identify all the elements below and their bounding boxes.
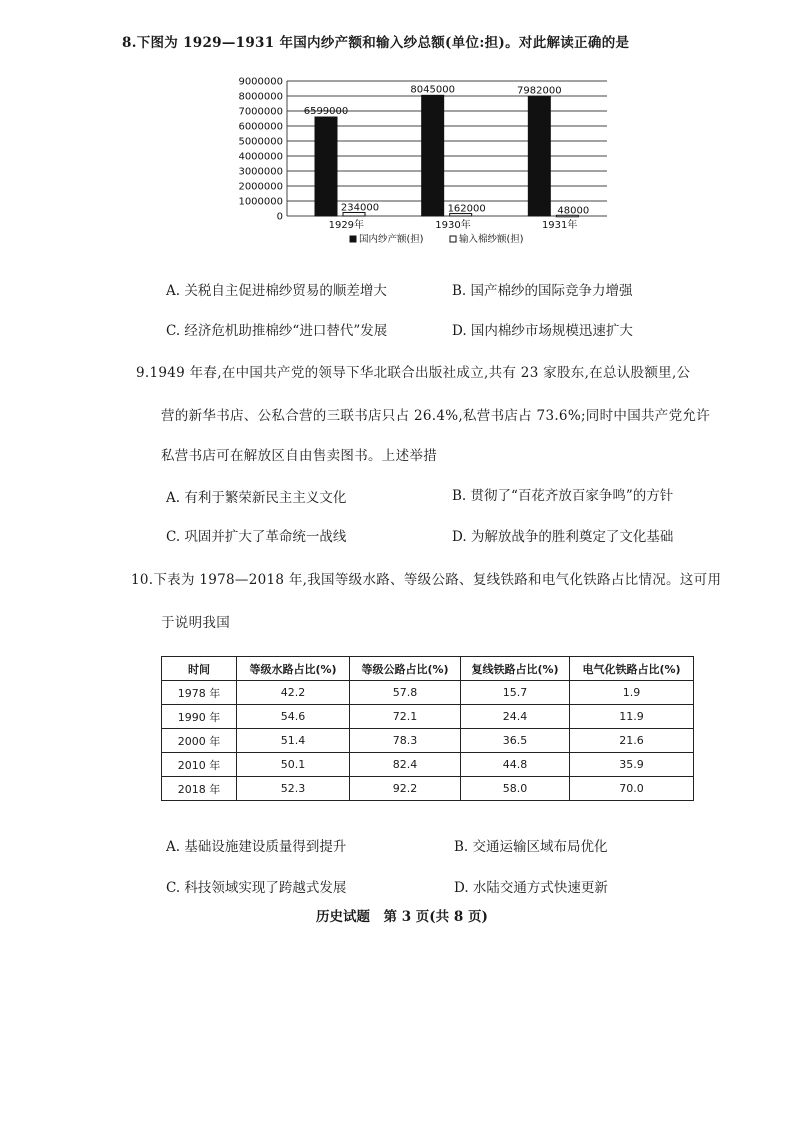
- table-cell: 1978 年: [162, 681, 237, 705]
- table-cell: 21.6: [570, 729, 694, 753]
- legend-swatch: [450, 236, 456, 242]
- data-label: 8045000: [410, 84, 455, 96]
- x-tick-label: 1931年: [541, 220, 578, 231]
- y-tick-label: 6000000: [238, 121, 283, 133]
- table-cell: 72.1: [350, 705, 461, 729]
- table-cell: 15.7: [461, 681, 570, 705]
- x-tick-label: 1929年: [328, 220, 365, 231]
- y-tick-label: 9000000: [238, 76, 283, 88]
- y-tick-label: 3000000: [238, 166, 283, 178]
- table-cell: 92.2: [350, 777, 461, 801]
- q10-option-c[interactable]: C. 科技领域实现了跨越式发展: [166, 880, 347, 896]
- q9-option-b[interactable]: B. 贯彻了“百花齐放百家争鸣”的方针: [452, 488, 674, 504]
- table-header-cell: 等级公路占比(%): [350, 657, 461, 681]
- table-cell: 44.8: [461, 753, 570, 777]
- q10-option-a[interactable]: A. 基础设施建设质量得到提升: [166, 839, 347, 855]
- question-10-line-2: 于说明我国: [161, 615, 230, 631]
- bar-domestic: [315, 117, 337, 216]
- table-header-cell: 电气化铁路占比(%): [570, 657, 694, 681]
- bar-domestic: [528, 96, 550, 216]
- table-cell: 50.1: [237, 753, 350, 777]
- legend-swatch: [350, 236, 356, 242]
- q9-option-c[interactable]: C. 巩固并扩大了革命统一战线: [166, 529, 347, 545]
- question-8-stem: 8.下图为 1929—1931 年国内纱产额和输入纱总额(单位:担)。对此解读正确的是: [122, 35, 630, 51]
- table-cell: 58.0: [461, 777, 570, 801]
- question-9-line-3: 私营书店可在解放区自由售卖图书。上述举措: [161, 448, 437, 464]
- table-cell: 70.0: [570, 777, 694, 801]
- x-tick-label: 1930年: [435, 220, 471, 231]
- y-tick-label: 1000000: [238, 196, 283, 208]
- q10-option-d[interactable]: D. 水陆交通方式快速更新: [454, 880, 608, 896]
- table-cell: 57.8: [350, 681, 461, 705]
- y-tick-label: 7000000: [238, 106, 283, 118]
- table-cell: 51.4: [237, 729, 350, 753]
- q10-option-b[interactable]: B. 交通运输区域布局优化: [454, 839, 608, 855]
- q8-option-a[interactable]: A. 关税自主促进棉纱贸易的顺差增大: [166, 283, 387, 299]
- data-label: 162000: [447, 203, 486, 215]
- table-cell: 2010 年: [162, 753, 237, 777]
- table-header-cell: 时间: [162, 657, 237, 681]
- table-row: [162, 705, 694, 729]
- legend-label: 国内纱产额(担): [359, 234, 424, 245]
- y-tick-label: 5000000: [238, 136, 283, 148]
- table-cell: 2018 年: [162, 777, 237, 801]
- table-cell: 54.6: [237, 705, 350, 729]
- legend-label: 输入棉纱额(担): [459, 234, 524, 245]
- cotton-yarn-bar-chart: [232, 66, 632, 246]
- table-cell: 35.9: [570, 753, 694, 777]
- y-tick-label: 4000000: [238, 151, 283, 163]
- table-header-cell: 等级水路占比(%): [237, 657, 350, 681]
- table-cell: 2000 年: [162, 729, 237, 753]
- q8-option-c[interactable]: C. 经济危机助推棉纱“进口替代”发展: [166, 323, 388, 339]
- question-9-line-1: 9.1949 年春,在中国共产党的领导下华北联合出版社成立,共有 23 家股东,在总认股额里,公: [136, 365, 691, 381]
- table-cell: 36.5: [461, 729, 570, 753]
- y-tick-label: 0: [276, 211, 283, 223]
- table-cell: 82.4: [350, 753, 461, 777]
- table-row: [162, 681, 694, 705]
- table-cell: 1.9: [570, 681, 694, 705]
- question-10-line-1: 10.下表为 1978—2018 年,我国等级水路、等级公路、复线铁路和电气化铁路占比情况。这可用: [131, 572, 722, 588]
- table-cell: 78.3: [350, 729, 461, 753]
- table-header-cell: 复线铁路占比(%): [461, 657, 570, 681]
- table-row: [162, 777, 694, 801]
- q9-option-d[interactable]: D. 为解放战争的胜利奠定了文化基础: [452, 529, 674, 545]
- q9-option-a[interactable]: A. 有利于繁荣新民主主义文化: [166, 490, 347, 506]
- y-tick-label: 8000000: [238, 91, 283, 103]
- data-label: 48000: [557, 205, 590, 217]
- page-footer: 历史试题 第 3 页(共 8 页): [316, 909, 488, 925]
- table-cell: 11.9: [570, 705, 694, 729]
- table-cell: 42.2: [237, 681, 350, 705]
- y-tick-label: 2000000: [238, 181, 283, 193]
- data-label: 7982000: [517, 85, 562, 97]
- q8-option-d[interactable]: D. 国内棉纱市场规模迅速扩大: [452, 323, 633, 339]
- table-cell: 1990 年: [162, 705, 237, 729]
- table-row: [162, 753, 694, 777]
- transport-ratio-table: [161, 656, 694, 801]
- q8-option-b[interactable]: B. 国产棉纱的国际竞争力增强: [452, 283, 633, 299]
- table-cell: 24.4: [461, 705, 570, 729]
- question-9-line-2: 营的新华书店、公私合营的三联书店只占 26.4%,私营书店占 73.6%;同时中国共产党允许: [161, 408, 710, 424]
- table-cell: 52.3: [237, 777, 350, 801]
- bar-domestic: [422, 95, 444, 216]
- data-label: 6599000: [303, 106, 349, 118]
- table-row: [162, 729, 694, 753]
- data-label: 234000: [340, 202, 380, 214]
- table-header-row: [162, 657, 694, 681]
